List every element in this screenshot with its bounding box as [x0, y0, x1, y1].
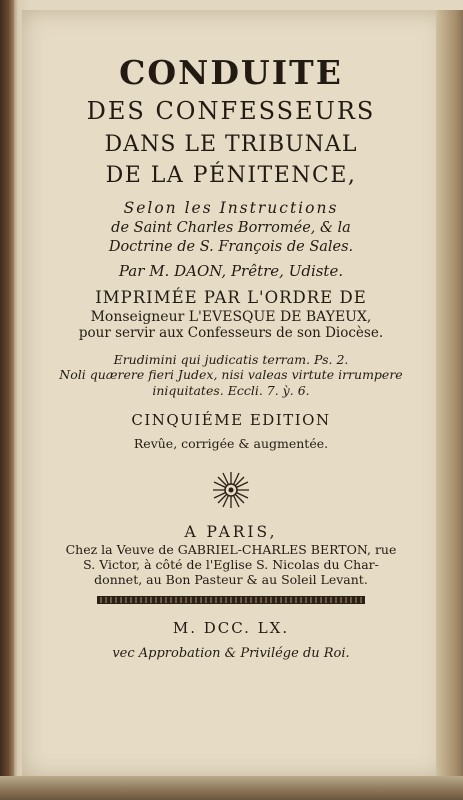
epigraph-line-1: Erudimini qui judicatis terram. Ps. 2.	[113, 352, 349, 368]
epigraph-line-2: Noli quærere fieri Judex, nisi valeas virtute irrumpere	[59, 367, 403, 383]
main-title: CONDUITE	[119, 53, 343, 92]
title-page-text	[26, 36, 436, 662]
imprint-city: A PARIS,	[184, 522, 278, 541]
ornamental-rule	[97, 596, 365, 604]
subtitle-line-2: de Saint Charles Borromée, & la	[111, 219, 351, 236]
publisher-line-2: S. Victor, à côté de l'Eglise S. Nicolas du Char-	[83, 557, 379, 573]
imprint-line-2: Monseigneur L'EVESQUE DE BAYEUX,	[90, 308, 372, 325]
book-spine-edge	[0, 0, 14, 800]
publisher-line-1: Chez la Veuve de GABRIEL-CHARLES BERTON, rue	[65, 541, 397, 557]
edition-line: CINQUIÉME EDITION	[131, 411, 331, 430]
page-fore-edge	[436, 10, 463, 778]
imprint-line-1: IMPRIMÉE PAR L'ORDRE DE	[95, 287, 367, 307]
subtitle-line-3: Doctrine de S. François de Sales.	[108, 238, 354, 255]
publisher-line-3: donnet, au Bon Pasteur & au Soleil Levant.	[94, 572, 368, 588]
title-line-3: DANS LE TRIBUNAL	[104, 131, 358, 157]
title-line-2: DES CONFESSEURS	[86, 96, 376, 125]
epigraph-line-3: iniquitates. Eccli. 7. ỳ. 6.	[152, 382, 310, 398]
approbation-line: vec Approbation & Privilége du Roi.	[112, 646, 350, 662]
author-line: Par M. DAON, Prêtre, Udiste.	[118, 262, 344, 281]
title-line-4: DE LA PÉNITENCE,	[105, 162, 357, 188]
book-bottom-edge	[0, 776, 463, 800]
edition-note: Revûe, corrigée & augmentée.	[133, 436, 329, 452]
subtitle-line-1: Selon les Instructions	[123, 199, 339, 218]
sunburst-ornament-icon	[211, 470, 251, 510]
imprint-line-3: pour servir aux Confesseurs de son Diocèse.	[78, 324, 384, 341]
publication-year: M. DCC. LX.	[172, 618, 290, 637]
